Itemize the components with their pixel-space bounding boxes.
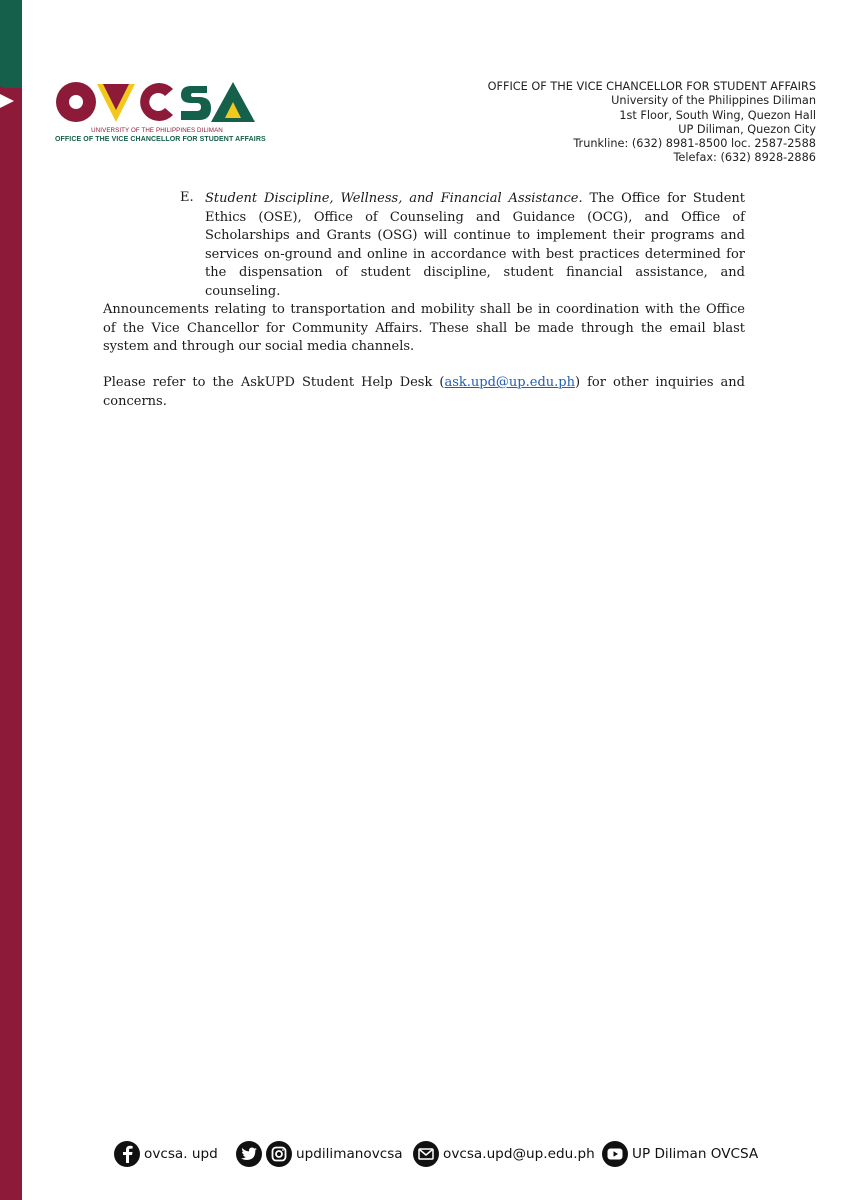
youtube-channel: UP Diliman OVCSA <box>632 1146 759 1162</box>
logo-office-name: OFFICE OF THE VICE CHANCELLOR FOR STUDENT AFFAIRS <box>55 136 266 143</box>
footer-youtube[interactable] <box>602 1140 758 1168</box>
letterhead-address <box>488 80 816 166</box>
email-icon <box>413 1141 439 1167</box>
side-band-green <box>0 0 22 88</box>
twitter-icon <box>236 1141 262 1167</box>
footer-twitter-instagram[interactable] <box>236 1140 403 1168</box>
footer-email[interactable] <box>413 1140 595 1168</box>
side-band-notch-inner <box>0 94 14 108</box>
header-office: OFFICE OF THE VICE CHANCELLOR FOR STUDENT AFFAIRS <box>487 80 816 93</box>
help-desk-text-after: ) for other inquiries and concerns. <box>103 375 745 409</box>
list-item-body: The Office for Student Ethics (OSE), Office of Counseling and Guidance (OCG), and Office of Scholarships and Grants (OSG) will continue to implement their programs and services on-ground and online in accordance with best practices determined for the dispensation of student discipline, student financial assistance, and counseling. <box>205 191 745 299</box>
footer-facebook[interactable] <box>114 1140 218 1168</box>
footer-social-links <box>114 1140 814 1168</box>
header-trunkline: Trunkline: (632) 8981-8500 loc. 2587-2588 <box>573 137 816 151</box>
logo-subtitle: UNIVERSITY OF THE PHILIPPINES DILIMAN <box>91 127 223 134</box>
paragraph-help-desk <box>103 374 745 411</box>
facebook-handle: ovcsa. upd <box>144 1146 218 1162</box>
paragraph-transportation: Announcements relating to transportation and mobility shall be in coordination with the Office of the Vice Chancellor for Community Affairs. These shall be made through the email blast system and through our social media channels. <box>103 302 745 354</box>
header-location: 1st Floor, South Wing, Quezon Hall <box>619 108 816 122</box>
side-band-maroon <box>0 88 22 1200</box>
header-telefax: Telefax: (632) 8928-2886 <box>673 151 816 165</box>
ovcsa-logo <box>55 80 265 148</box>
twitter-instagram-handle: updilimanovcsa <box>296 1146 403 1162</box>
email-address: ovcsa.upd@up.edu.ph <box>443 1146 595 1162</box>
ovcsa-wordmark-graphic <box>55 80 259 126</box>
youtube-icon <box>602 1141 628 1167</box>
list-item-heading: Student Discipline, Wellness, and Financial Assistance. <box>205 191 583 206</box>
list-item-text <box>205 190 745 301</box>
facebook-icon <box>114 1141 140 1167</box>
header-university: University of the Philippines Diliman <box>611 94 816 108</box>
list-item-letter: E. <box>180 190 194 205</box>
instagram-icon <box>266 1141 292 1167</box>
help-desk-email-link[interactable]: ask.upd@up.edu.ph <box>444 375 575 390</box>
help-desk-text-before: Please refer to the AskUPD Student Help Desk ( <box>103 375 445 390</box>
header-city: UP Diliman, Quezon City <box>678 122 816 136</box>
